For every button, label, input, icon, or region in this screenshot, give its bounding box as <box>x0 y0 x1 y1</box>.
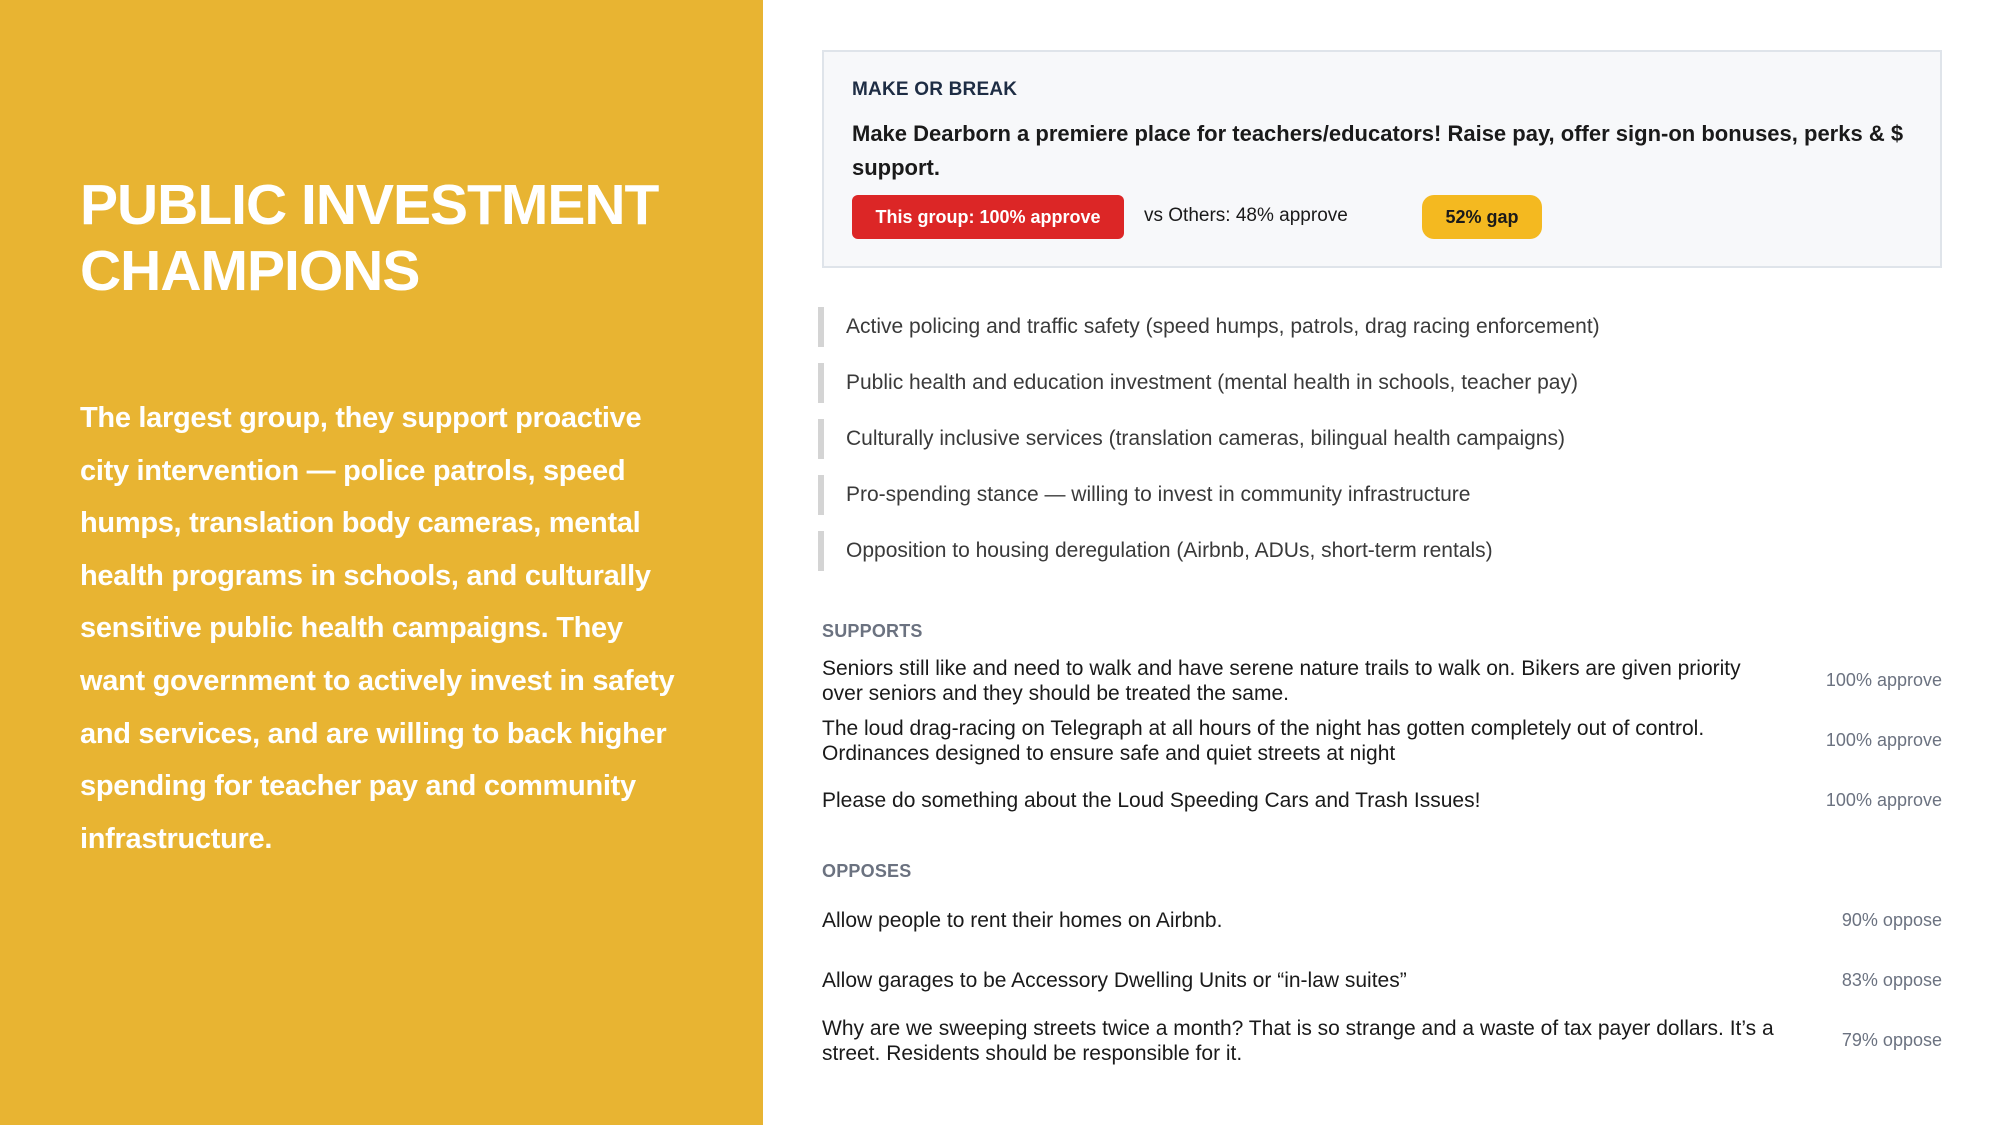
others-approve-text: vs Others: 48% approve <box>1144 205 1348 226</box>
oppose-value: 83% oppose <box>1841 970 1942 990</box>
segment-title: PUBLIC INVESTMENT CHAMPIONS <box>80 173 659 303</box>
oppose-value: 79% oppose <box>1841 1030 1942 1050</box>
left-panel <box>0 0 763 1125</box>
trait-item: Opposition to housing deregulation (Airbnb, ADUs, short-term rentals) <box>818 531 1918 571</box>
approval-value: 100% approve <box>1825 790 1942 810</box>
trait-item: Active policing and traffic safety (speed humps, patrols, drag racing enforcement) <box>818 307 1918 347</box>
trait-item: Pro-spending stance — willing to invest in community infrastructure <box>818 475 1918 515</box>
make-or-break-card <box>822 50 1942 268</box>
statement-text: Allow garages to be Accessory Dwelling Units or “in-law suites” <box>822 969 1407 992</box>
statement-text: The loud drag-racing on Telegraph at all hours of the night has gotten completely out of control. Ordinances designed to ensure safe and quiet streets at night <box>822 717 1705 765</box>
trait-item: Public health and education investment (mental health in schools, teacher pay) <box>818 363 1918 403</box>
gap-badge: 52% gap <box>1422 195 1542 239</box>
opposes-heading: OPPOSES <box>822 861 912 881</box>
statement-text: Please do something about the Loud Speeding Cars and Trash Issues! <box>822 789 1481 812</box>
statement-text: Why are we sweeping streets twice a month? That is so strange and a waste of tax payer dollars. It’s a street. Residents should be responsible for it. <box>822 1017 1774 1065</box>
approval-value: 100% approve <box>1825 670 1942 690</box>
group-approve-badge: This group: 100% approve <box>852 195 1124 239</box>
card-label: MAKE OR BREAK <box>852 79 1018 100</box>
approval-value: 100% approve <box>1825 730 1942 750</box>
statement-text: Allow people to rent their homes on Airbnb. <box>822 909 1223 932</box>
oppose-value: 90% oppose <box>1841 910 1942 930</box>
supports-heading: SUPPORTS <box>822 621 923 641</box>
trait-item: Culturally inclusive services (translation cameras, bilingual health campaigns) <box>818 419 1918 459</box>
segment-description: The largest group, they support proactive city intervention — police patrols, speed humps, translation body cameras, mental health programs in schools, and culturally sensitive public health campaigns. They want government to actively invest in safety and services, and are willing to back higher spending for teacher pay and community infrastructure. <box>80 402 675 855</box>
statement-text: Seniors still like and need to walk and have serene nature trails to walk on. Bikers are given priority over seniors and they should be treated the same. <box>822 657 1741 705</box>
card-quote: Make Dearborn a premiere place for teachers/educators! Raise pay, offer sign-on bonuses, perks & $ support. <box>852 121 1904 180</box>
